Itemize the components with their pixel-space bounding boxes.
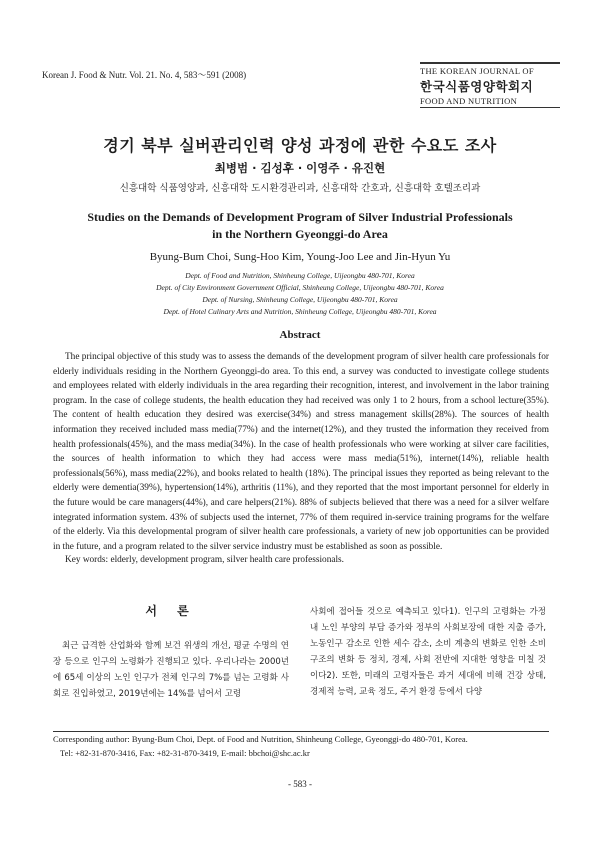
journal-name-line3: FOOD AND NUTRITION [420,96,560,108]
abstract-text: The principal objective of this study was to assess the demands of the development program of silver health care professionals for elderly individuals residing in the Northern Gyeonggi-do area. To this end, a survey was conducted to investigate college students and employees related with elderly individuals in the area regarding their recognition, interest, and involvement in the labor training program. In the case of college students, the health education they had received was only 1 to 2 hours, from a school lecture(35%). The content of health education they desired was exercise(34%) and stress management skills(28%). The sources of health information they received included mass media(77%) and the internet(12%), and they trusted the information they received from health professionals(45%), and the mass media(34%). In the case of health professionals who were working at silver care facilities, the sources of health information to which they had access were mass media(51%), internet(14%), reliable health professionals(56%), mass media(22%), and books related to health (18%). The principal issues they reported as being relevant to the elderly were dementia(39%), hypertension(14%), arthritis (11%), and they reported that the most important personnel for elderly in the future would be care managers(44%), and care helpers(21%). 88% of subjects believed that there was a need for a silver welfare integrated information system. 43% of subjects used the internet, 77% of them required in-service training programs for the welfare of the elderly. Via this developmental program of silver health care professionals, a variety of new job opportunities can be provided in the future, and a program related to the silver service industry must be established as soon as possible. [53,352,549,552]
journal-name-korean: 한국식품영양학회지 [420,79,534,94]
contact-info: Tel: +82-31-870-3416, Fax: +82-31-870-3419, E-mail: bbchoi@shc.ac.kr [60,748,310,758]
journal-citation: Korean J. Food & Nutr. Vol. 21. No. 4, 583～591 (2008) [42,70,247,80]
affiliation-2: Dept. of City Environment Government Official, Shinheung College, Uijeongbu 480-701, Korea [156,283,444,292]
affiliation-3: Dept. of Nursing, Shinheung College, Uijeongbu 480-701, Korea [202,295,398,304]
english-authors: Byung-Bum Choi, Sung-Hoo Kim, Young-Joo Lee and Jin-Hyun Yu [149,251,451,263]
journal-name-line1: THE KOREAN JOURNAL OF [420,66,534,76]
abstract-heading: Abstract [279,329,321,341]
introduction-left-column: 최근 급격한 산업화와 함께 보건 위생의 개선, 평균 수명의 연장 등으로 인구의 노령화가 진행되고 있다. 우리나라는 2000년에 65세 이상의 노인 인구가 전체 인구의 7%를 넘는 고령화 사회로 진입하였고, 2019년에는 14%를 넘어서 고령 [53,641,289,699]
english-title [0,209,600,243]
keywords: Key words: elderly, development program, silver health care professionals. [65,555,344,565]
page-number: - 583 - [288,779,312,789]
english-title-line2: in the Northern Gyeonggi-do Area [212,227,388,241]
english-title-line1: Studies on the Demands of Development Program of Silver Industrial Professionals [87,210,513,224]
journal-logo-box [420,62,560,108]
korean-title: 경기 북부 실버관리인력 양성 과정에 관한 수요도 조사 [103,136,497,155]
corresponding-author-note: Corresponding author: Byung-Bum Choi, Dept. of Food and Nutrition, Shinheung College, Gyeonggi-do 480-701, Korea. [53,734,468,744]
korean-authors: 최병범 · 김성후 · 이영주 · 유진현 [214,161,386,175]
korean-affiliations: 신흥대학 식품영양과, 신흥대학 도시환경관리과, 신흥대학 간호과, 신흥대학 호텔조리과 [119,183,481,194]
affiliation-4: Dept. of Hotel Culinary Arts and Nutrition, Shinheung College, Uijeongbu 480-701, Korea [163,307,437,316]
footnote-divider [53,731,549,732]
introduction-right-column: 사회에 접어들 것으로 예측되고 있다1). 인구의 고령화는 가정 내 노인 부양의 부담 증가와 정부의 사회보장에 대한 지출 증가, 노동인구 감소로 인한 세수 감소, 소비 계층의 변화로 인한 소비 구조의 변화 등 정치, 경제, 사회 전반에 지대한 영향을 미칠 것이다2). 또한, 미래의 고령자들은 과거 세대에 비해 건강 상태, 경제적 능력, 교육 정도, 주거 환경 등에서 다양 [310,607,546,697]
introduction-heading: 서 론 [145,604,197,618]
affiliation-1: Dept. of Food and Nutrition, Shinheung College, Uijeongbu 480-701, Korea [185,271,415,280]
